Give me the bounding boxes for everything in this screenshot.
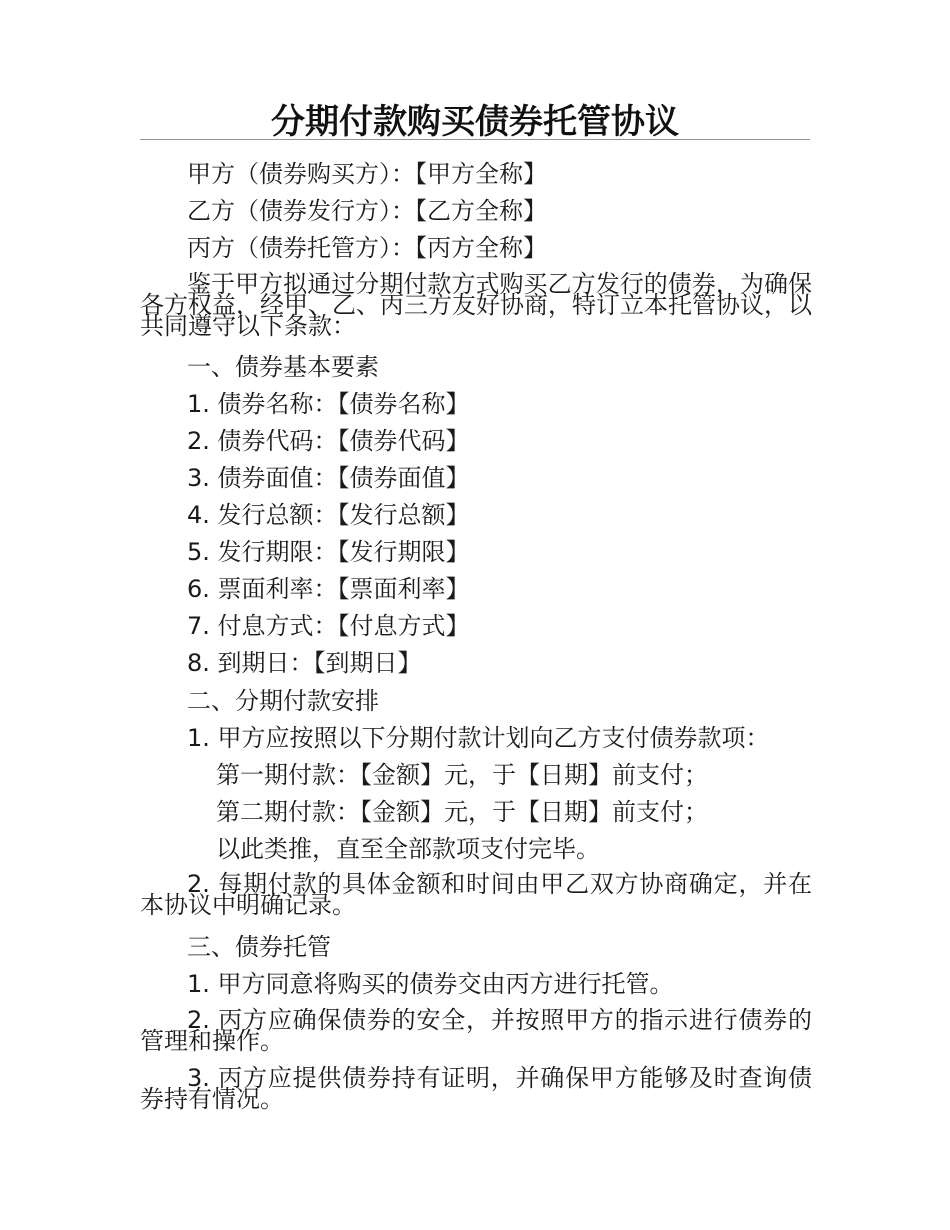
title-underline: [140, 139, 810, 140]
payment-terms-paragraph: 2. 每期付款的具体金额和时间由甲乙双方协商确定，并在本协议中明确记录。: [140, 870, 812, 919]
section-2-heading: 二、分期付款安排: [187, 687, 379, 715]
bond-face-value-item: 3. 债券面值：【债券面值】: [187, 464, 470, 492]
document-title: 分期付款购买债券托管协议: [271, 102, 679, 142]
interest-payment-item: 7. 付息方式：【付息方式】: [187, 612, 470, 640]
bond-name-item: 1. 债券名称：【债券名称】: [187, 390, 470, 418]
installment-rest-line: 以此类推，直至全部款项支付完毕。: [216, 835, 600, 863]
section-1-heading: 一、债券基本要素: [187, 353, 379, 381]
party-c-line: 丙方（债券托管方）：【丙方全称】: [187, 234, 547, 262]
issue-term-item: 5. 发行期限：【发行期限】: [187, 538, 470, 566]
installment-1-line: 第一期付款：【金额】元，于【日期】前支付；: [216, 761, 708, 789]
payment-plan-item: 1. 甲方应按照以下分期付款计划向乙方支付债券款项：: [187, 724, 770, 752]
party-b-line: 乙方（债券发行方）：【乙方全称】: [187, 197, 547, 225]
custody-agreement-item: 1. 甲方同意将购买的债券交由丙方进行托管。: [187, 970, 674, 998]
bond-code-item: 2. 债券代码：【债券代码】: [187, 427, 470, 455]
preamble-paragraph: 鉴于甲方拟通过分期付款方式购买乙方发行的债券，为确保各方权益，经甲、乙、丙三方友好协商，特订立本托管协议，以共同遵守以下条款：: [140, 270, 812, 340]
section-3-heading: 三、债券托管: [187, 933, 331, 961]
installment-2-line: 第二期付款：【金额】元，于【日期】前支付；: [216, 798, 708, 826]
holding-certificate-paragraph: 3. 丙方应提供债券持有证明，并确保甲方能够及时查询债券持有情况。: [140, 1064, 812, 1113]
party-a-line: 甲方（债券购买方）：【甲方全称】: [187, 160, 547, 188]
issue-amount-item: 4. 发行总额：【发行总额】: [187, 501, 470, 529]
coupon-rate-item: 6. 票面利率：【票面利率】: [187, 575, 470, 603]
maturity-date-item: 8. 到期日：【到期日】: [187, 649, 422, 677]
custody-safety-paragraph: 2. 丙方应确保债券的安全，并按照甲方的指示进行债券的管理和操作。: [140, 1006, 812, 1055]
